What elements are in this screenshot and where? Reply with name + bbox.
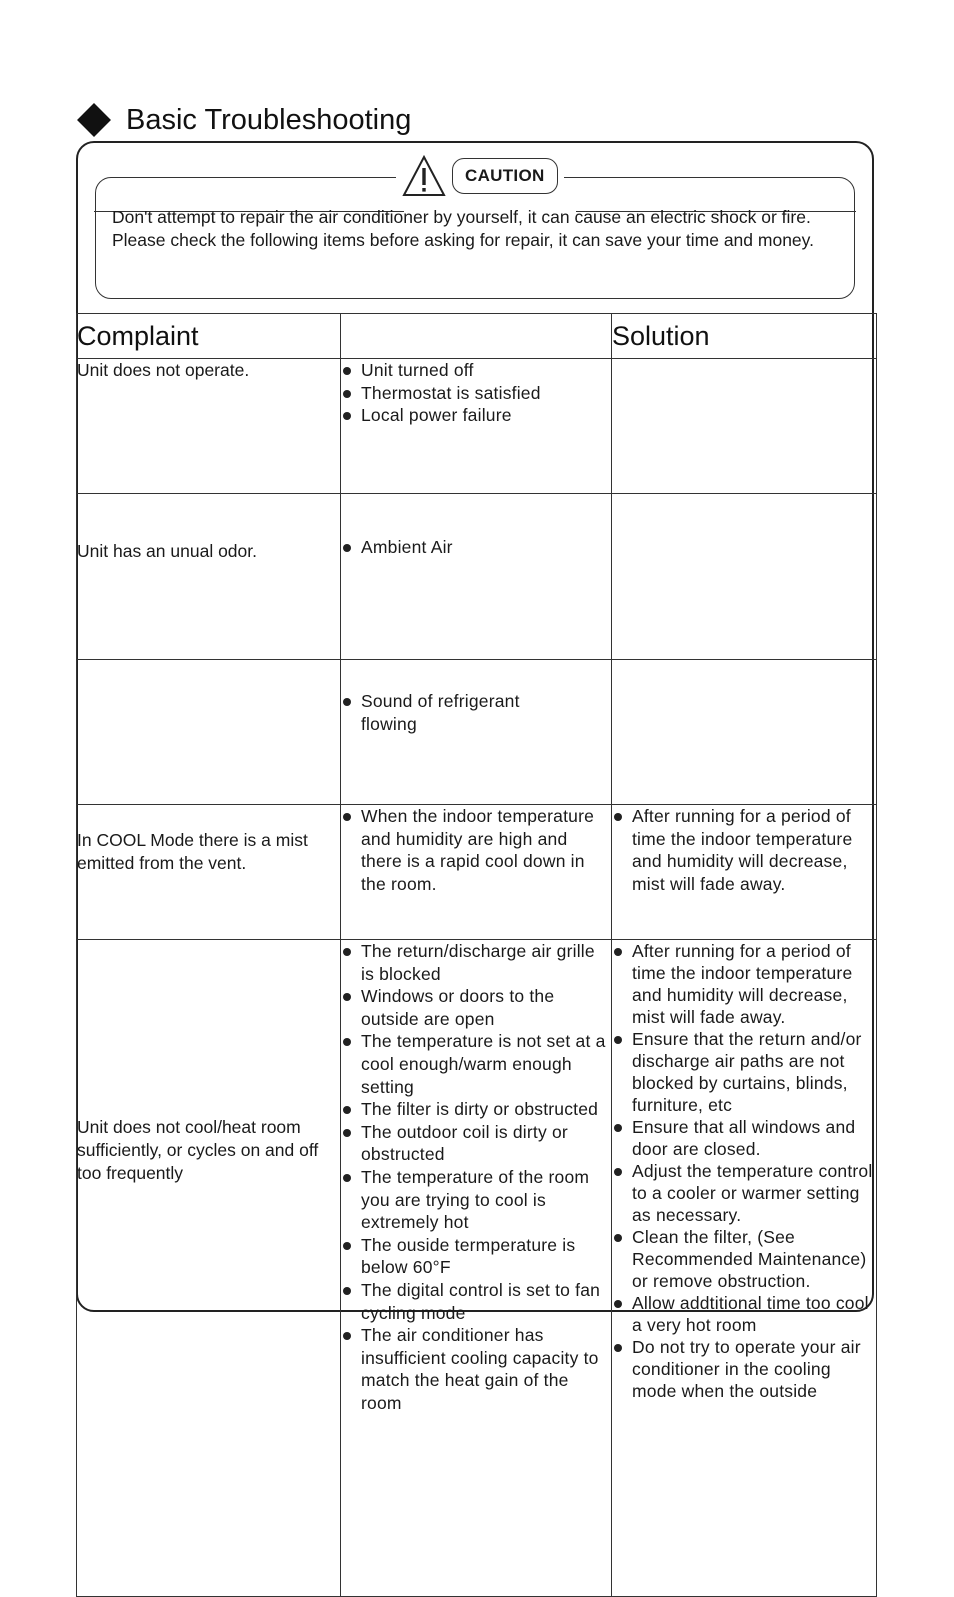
- caution-header: [396, 153, 564, 199]
- cause-item: The temperature is not set at a cool enough/warm enough setting: [341, 1030, 611, 1098]
- cause-item: Unit turned off: [341, 359, 611, 382]
- table-header-row: [77, 314, 877, 359]
- troubleshooting-table: [76, 313, 877, 1597]
- cause-item: Thermostat is satisfied: [341, 382, 611, 405]
- complaint-cell: In COOL Mode there is a mist emitted from the vent.: [77, 805, 341, 940]
- table-row: [77, 359, 877, 494]
- cause-column-header: [341, 314, 612, 359]
- cause-item: The outdoor coil is dirty or obstructed: [341, 1121, 611, 1166]
- solution-item: After running for a period of time the indoor temperature and humidity will decrease, mist will fade away.: [612, 805, 876, 895]
- complaint-cell: Unit has an unual odor.: [77, 494, 341, 660]
- caution-text: Don't attempt to repair the air conditioner by yourself, it can cause an electric shock or fire. Please check the following items before asking for repair, it can save your time and money.: [112, 207, 814, 250]
- cause-cell: [341, 359, 612, 494]
- complaint-cell: Unit does not cool/heat room sufficiently, or cycles on and off too frequently: [77, 940, 341, 1597]
- cause-item: Local power failure: [341, 404, 611, 427]
- cause-item: Windows or doors to the outside are open: [341, 985, 611, 1030]
- cause-item: When the indoor temperature and humidity are high and there is a rapid cool down in the room.: [341, 805, 611, 895]
- cause-item: The return/discharge air grille is blocked: [341, 940, 611, 985]
- page-title: Basic Troubleshooting: [126, 103, 412, 136]
- cause-item: The filter is dirty or obstructed: [341, 1098, 611, 1121]
- solution-item: Ensure that all windows and door are closed.: [612, 1116, 876, 1160]
- solution-item: Adjust the temperature control to a cooler or warmer setting as necessary.: [612, 1160, 876, 1226]
- cause-cell: [341, 494, 612, 660]
- diamond-bullet-icon: [77, 103, 111, 137]
- complaint-column-header: Complaint: [77, 314, 341, 359]
- table-row: [77, 940, 877, 1597]
- solution-item: Allow addtitional time too cool a very hot room: [612, 1292, 876, 1336]
- solution-item: Ensure that the return and/or discharge air paths are not blocked by curtains, blinds, furniture, etc: [612, 1028, 876, 1116]
- caution-label: CAUTION: [452, 158, 558, 194]
- complaint-cell: [77, 660, 341, 805]
- table-row: [77, 660, 877, 805]
- solution-item: After running for a period of time the indoor temperature and humidity will decrease, mist will fade away.: [612, 940, 876, 1028]
- cause-item: Ambient Air: [341, 536, 611, 559]
- complaint-cell: Unit does not operate.: [77, 359, 341, 494]
- solution-item: Clean the filter, (See Recommended Maintenance) or remove obstruction.: [612, 1226, 876, 1292]
- solution-item: Do not try to operate your air conditioner in the cooling mode when the outside: [612, 1336, 876, 1402]
- solution-column-header: Solution: [612, 314, 877, 359]
- cause-cell: [341, 660, 612, 805]
- cause-cell: [341, 805, 612, 940]
- solution-cell: [612, 660, 877, 805]
- solution-cell: [612, 940, 877, 1597]
- cause-item: The ouside termperature is below 60°F: [341, 1234, 611, 1279]
- troubleshooting-frame: [76, 141, 874, 1413]
- table-row: [77, 805, 877, 940]
- cause-item: Sound of refrigerant flowing: [341, 690, 551, 735]
- cause-item: The air conditioner has insufficient cooling capacity to match the heat gain of the room: [341, 1324, 611, 1414]
- table-row: [77, 494, 877, 660]
- cause-item: The temperature of the room you are trying to cool is extremely hot: [341, 1166, 611, 1234]
- warning-triangle-icon: [402, 154, 446, 198]
- cause-item: The digital control is set to fan cycling mode: [341, 1279, 611, 1324]
- solution-cell: [612, 494, 877, 660]
- solution-cell: [612, 359, 877, 494]
- cause-cell: [341, 940, 612, 1597]
- solution-cell: [612, 805, 877, 940]
- section-heading: [76, 100, 411, 140]
